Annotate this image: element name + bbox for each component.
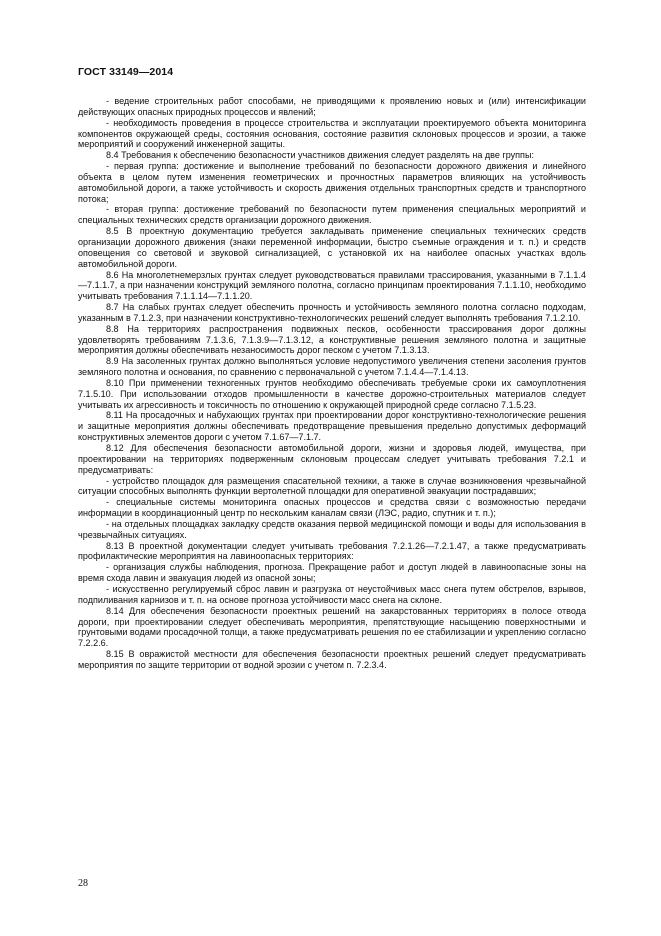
paragraph: - искусственно регулируемый сброс лавин и разгрузка от неустойчивых масс снега путем обстрелов, взрывов, подпиливания карнизов и т. п. на основе прогноза устойчивости масс снега на склоне. (78, 583, 586, 605)
paragraph: - вторая группа: достижение требований по безопасности путем применения специальных мероприятий и специальных технических средств организации дорожного движения. (78, 204, 586, 226)
paragraph: - ведение строительных работ способами, не приводящими к проявлению новых и (или) интенсификации действующих опасных природных процессов и явлений; (78, 96, 586, 117)
paragraph: - организация службы наблюдения, прогноза. Прекращение работ и доступ людей в лавиноопасные зоны на время схода лавин и эвакуация людей из опасной зоны; (78, 562, 586, 584)
paragraph: 8.12 Для обеспечения безопасности автомобильной дороги, жизни и здоровья людей, имущества, при проектировании на территориях подверженным склоновым процессам следует учитывать требования 7.2.1 и предусматривать: (78, 443, 586, 475)
paragraph: - первая группа: достижение и выполнение требований по безопасности дорожного движения и линейного объекта в целом путем изменения геометрических и прочностных параметров влияющих на устойчивость автомобильной дороги, а также устойчивость и скорость движения отдельных транспортных средств и транспортного потока; (78, 161, 586, 204)
paragraph: 8.5 В проектную документацию требуется закладывать применение специальных технических средств организации дорожного движения (знаки переменной информации, быстро съемные ограждения и т. п.) и средств оповещения со световой и звуковой сигнализацией, с установкой их на наиболее опасных участках вдоль автомобильной дороги. (78, 226, 586, 269)
paragraph: 8.7 На слабых грунтах следует обеспечить прочность и устойчивость земляного полотна согласно подходам, указанным в 7.1.2.3, при назначении конструктивно-технологических решений следует выполнять требования 7.1.2.10. (78, 302, 586, 323)
paragraph: 8.11 На просадочных и набухающих грунтах при проектировании дорог конструктивно-технологические решения и защитные мероприятия должны обеспечивать предотвращение превышения предельно допустимых деформаций конструктивных элементов дороги с учетом 7.1.67—7.1.7. (78, 410, 586, 443)
paragraph: - устройство площадок для размещения спасательной техники, а также в случае возникновения чрезвычайной ситуации способных выполнять функции вертолетной площадки для оперативной эвакуации пострадавших; (78, 475, 586, 497)
paragraph: 8.6 На многолетнемерзлых грунтах следует руководствоваться правилами трассирования, указанными в 7.1.1.4—7.1.1.7, а при назначении конструкций земляного полотна, согласно принципам проектирования 7.1.1.10, необходимо учитывать требования 7.1.1.14—7.1.1.20. (78, 269, 586, 302)
paragraph: 8.10 При применении техногенных грунтов необходимо обеспечивать требуемые сроки их самоуплотнения 7.1.5.10. При использовании отходов промышленности в качестве дорожно-строительных материалов следует учитывать их агрессивность и токсичность по отношению к окружающей природной среде согласно 7.1.5.23. (78, 377, 586, 410)
paragraph: 8.14 Для обеспечения безопасности проектных решений на закарстованных территориях в полосе отвода дороги, при проектировании следует обеспечивать мероприятия, препятствующие насыщению поверхностными и грунтовыми водами просадочной толщи, а также предусматривать решения по ее стабилизации и укреплению согласно 7.2.2.6. (78, 605, 586, 649)
paragraph: 8.15 В овражистой местности для обеспечения безопасности проектных решений следует предусматривать мероприятия по защите территории от водной эрозии с учетом п. 7.2.3.4. (78, 649, 586, 670)
paragraph: - необходимость проведения в процессе строительства и эксплуатации проектируемого объекта мониторинга компонентов окружающей среды, состояния основания, состояние развития склоновых процессов и эрозии, а также мероприятий и сооружений инженерной защиты. (78, 117, 586, 150)
paragraph: 8.8 На территориях распространения подвижных песков, особенности трассирования дорог должны удовлетворять требованиям 7.1.3.6, 7.1.3.9—7.1.3.12, а конструктивные решения земляного полотна и защитные мероприятия должны обеспечивать незаносимость дорог песком с учетом 7.1.3.13. (78, 323, 586, 356)
paragraph: - специальные системы мониторинга опасных процессов и средства связи с возможностью передачи информации в координационный центр по нескольким каналам связи (ЛЭС, радио, спутник и т. п.); (78, 497, 586, 519)
paragraph: 8.13 В проектной документации следует учитывать требования 7.2.1.26—7.2.1.47, а также предусматривать профилактические мероприятия на лавиноопасных территориях: (78, 540, 586, 562)
paragraph: 8.4 Требования к обеспечению безопасности участников движения следует разделять на две группы: (106, 150, 534, 161)
standard-header: ГОСТ 33149—2014 (78, 66, 174, 78)
paragraph: 8.9 На засоленных грунтах должно выполняться условие недопустимого увеличения степени засоления грунтов земляного полотна и основания, по сравнению с первоначальной с учетом 7.1.4.4—7.1.4.13. (78, 356, 586, 378)
paragraph: - на отдельных площадках закладку средств оказания первой медицинской помощи и воды для использования в чрезвычайных ситуациях. (78, 518, 586, 540)
page-number: 28 (78, 878, 88, 889)
body-text (78, 96, 586, 671)
